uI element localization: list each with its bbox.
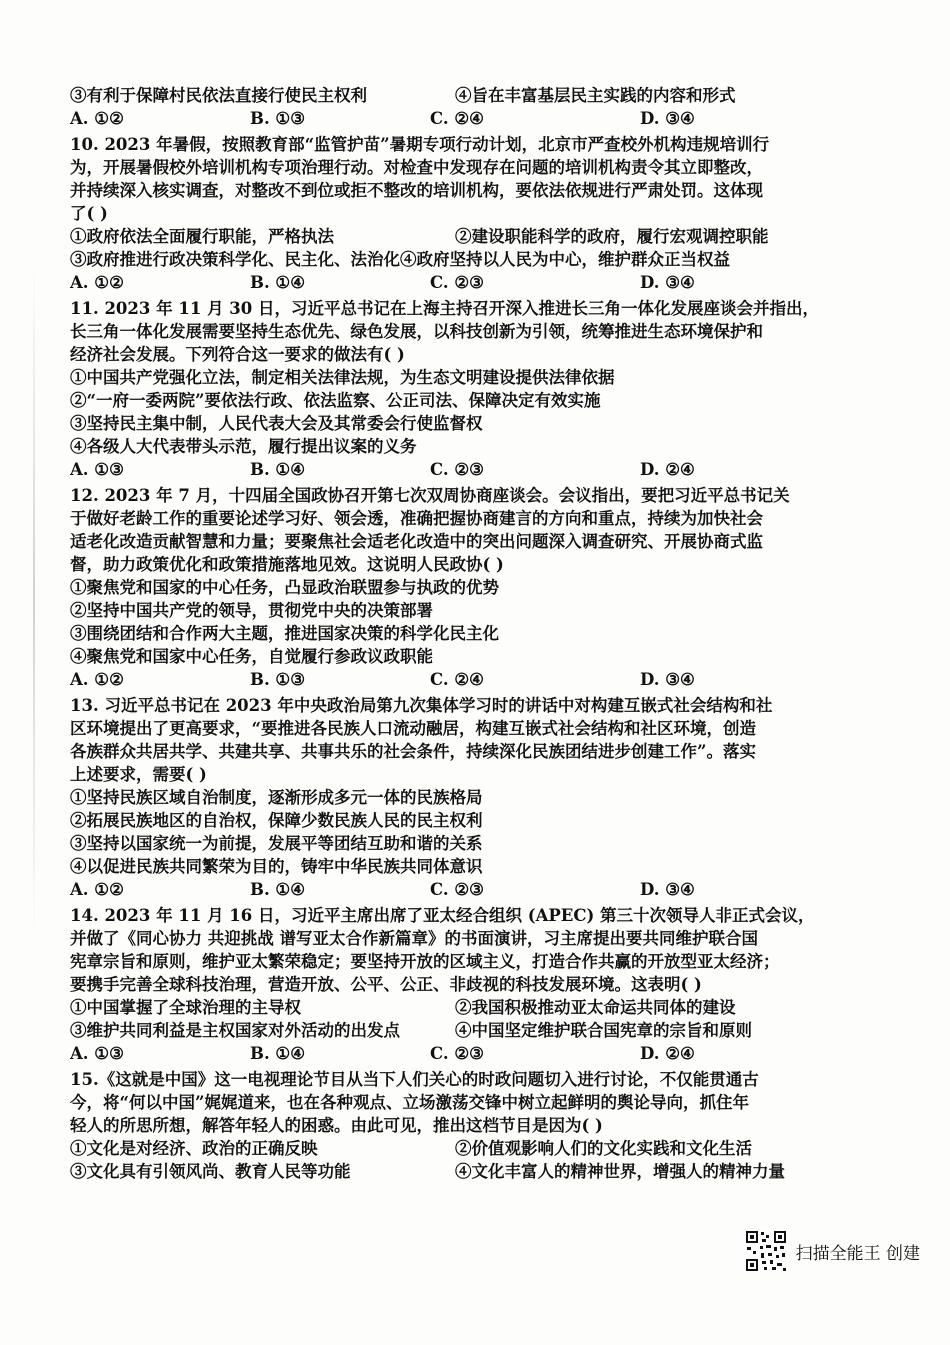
q10-option-2: ②建设职能科学的政府，履行宏观调控职能 xyxy=(455,227,769,246)
q9-choice-b: B. ①③ xyxy=(250,109,306,128)
q14-options-row xyxy=(70,996,870,1019)
question-block xyxy=(70,84,870,1183)
question-14 xyxy=(70,904,870,1066)
q15-options-row xyxy=(70,1137,870,1160)
q11-answer-choices xyxy=(70,458,870,482)
q13-stem-line: 上述要求，需要( ) xyxy=(70,765,207,784)
q14-option-3: ③维护共同利益是主权国家对外活动的出发点 xyxy=(70,1021,400,1040)
q14-stem-line: 14. 2023 年 11 月 16 日，习近平主席出席了亚太经合组织 (APEC) 第三十次领导人非正式会议， xyxy=(70,906,815,925)
q12-stem-line: 督，助力政策优化和政策措施落地见效。这说明人民政协( ) xyxy=(70,555,504,574)
q15-options-row xyxy=(70,1160,870,1183)
q15-stem-line: 轻人的所思所想，解答年轻人的困惑。由此可见，推出这档节目是因为( ) xyxy=(70,1116,603,1135)
scanner-label: 扫描全能王 创建 xyxy=(795,1243,920,1264)
q13-choice-b: B. ①④ xyxy=(250,880,306,899)
q12-choice-b: B. ①③ xyxy=(250,670,306,689)
q14-choice-c: C. ②③ xyxy=(430,1044,484,1063)
q12-stem-line: 于做好老龄工作的重要论述学习好、领会透，准确把握协商建言的方向和重点，持续为加快社会 xyxy=(70,509,763,528)
q12-choice-c: C. ②④ xyxy=(430,670,484,689)
q14-option-1: ①中国掌握了全球治理的主导权 xyxy=(70,998,301,1017)
q12-option-4: ④聚焦党和国家中心任务，自觉履行参政议政职能 xyxy=(70,647,433,666)
q12-option-3: ③围绕团结和合作两大主题，推进国家决策的科学化民主化 xyxy=(70,624,499,643)
q14-stem-line: 并做了《同心协力 共迎挑战 谱写亚太合作新篇章》的书面演讲，习主席提出要共同维护联合国 xyxy=(70,929,758,948)
q10-choice-d: D. ③④ xyxy=(640,273,695,292)
q13-option-1: ①坚持民族区域自治制度，逐渐形成多元一体的民族格局 xyxy=(70,788,483,807)
q11-option-3: ③坚持民主集中制，人民代表大会及其常委会行使监督权 xyxy=(70,414,483,433)
q9-option-4: ④旨在丰富基层民主实践的内容和形式 xyxy=(455,86,736,105)
q13-choice-c: C. ②③ xyxy=(430,880,484,899)
question-15 xyxy=(70,1068,870,1183)
q12-answer-choices xyxy=(70,668,870,692)
q13-option-3: ③坚持以国家统一为前提，发展平等团结互助和谐的关系 xyxy=(70,834,483,853)
q9-choice-d: D. ③④ xyxy=(640,109,695,128)
q11-stem-line: 11. 2023 年 11 月 30 日，习近平总书记在上海主持召开深入推进长三角一体化发展座谈会并指出， xyxy=(70,299,820,318)
q13-option-2: ②拓展民族地区的自治权，保障少数民族人民的民主权利 xyxy=(70,811,483,830)
q14-choice-d: D. ②④ xyxy=(640,1044,695,1063)
q15-option-4: ④文化丰富人的精神世界，增强人的精神力量 xyxy=(455,1162,785,1181)
q14-answer-choices xyxy=(70,1042,870,1066)
q13-stem-line: 区环境提出了更高要求，“要推进各民族人口流动融居，构建互嵌式社会结构和社区环境，创造 xyxy=(70,719,756,738)
q13-stem-line: 各族群众共居共学、共建共享、共事共乐的社会条件，持续深化民族团结进步创建工作”。落实 xyxy=(70,742,756,761)
q14-stem-line: 要携手完善全球科技治理，营造开放、公平、公正、非歧视的科技发展环境。这表明( ) xyxy=(70,975,702,994)
q11-choice-d: D. ②④ xyxy=(640,460,695,479)
q10-choice-b: B. ①④ xyxy=(250,273,306,292)
q14-choice-a: A. ①③ xyxy=(70,1044,124,1063)
q10-stem-line: 了( ) xyxy=(70,204,108,223)
q11-stem-line: 长三角一体化发展需要坚持生态优先、绿色发展，以科技创新为引领，统筹推进生态环境保护和 xyxy=(70,322,763,341)
q13-option-4: ④以促进民族共同繁荣为目的，铸牢中华民族共同体意识 xyxy=(70,857,483,876)
q10-stem-line: 10. 2023 年暑假，按照教育部“监管护苗”暑期专项行动计划，北京市严查校外机构违规培训行 xyxy=(70,135,770,154)
q12-option-2: ②坚持中国共产党的领导，贯彻党中央的决策部署 xyxy=(70,601,433,620)
q11-option-2: ②“一府一委两院”要依法行政、依法监察、公正司法、保障决定有效实施 xyxy=(70,391,601,410)
q14-options-row xyxy=(70,1019,870,1042)
q11-option-1: ①中国共产党强化立法，制定相关法律法规，为生态文明建设提供法律依据 xyxy=(70,368,615,387)
q10-answer-choices xyxy=(70,271,870,295)
q14-option-4: ④中国坚定维护联合国宪章的宗旨和原则 xyxy=(455,1021,752,1040)
q15-stem-line: 今，将“何以中国”娓娓道来，也在各种观点、立场激荡交锋中树立起鲜明的舆论导向，抓住年 xyxy=(70,1093,749,1112)
q10-stem-line: 为，开展暑假校外培训机构专项治理行动。对检查中发现存在问题的培训机构责令其立即整改， xyxy=(70,158,763,177)
q15-option-2: ②价值观影响人们的文化实践和文化生活 xyxy=(455,1139,752,1158)
q13-choice-a: A. ①② xyxy=(70,880,124,899)
q14-choice-b: B. ①④ xyxy=(250,1044,306,1063)
q13-stem-line: 13. 习近平总书记在 2023 年中央政治局第九次集体学习时的讲话中对构建互嵌式社会结构和社 xyxy=(70,696,773,715)
q9-answer-choices xyxy=(70,107,870,131)
q11-option-4: ④各级人大代表带头示范，履行提出议案的义务 xyxy=(70,437,417,456)
q12-choice-a: A. ①② xyxy=(70,670,124,689)
q15-stem-line: 15.《这就是中国》这一电视理论节目从当下人们关心的时政问题切入进行讨论，不仅能贯通古 xyxy=(70,1070,759,1089)
q14-stem-line: 宪章宗旨和原则，维护亚太繁荣稳定；要坚持开放的区域主义，打造合作共赢的开放型亚太经济； xyxy=(70,952,780,971)
q10-choice-c: C. ②③ xyxy=(430,273,484,292)
q11-choice-b: B. ①④ xyxy=(250,460,306,479)
question-13 xyxy=(70,694,870,902)
q9-choice-c: C. ②④ xyxy=(430,109,484,128)
q10-choice-a: A. ①② xyxy=(70,273,124,292)
q15-option-1: ①文化是对经济、政治的正确反映 xyxy=(70,1139,318,1158)
q11-choice-c: C. ②③ xyxy=(430,460,484,479)
q9-options-row xyxy=(70,84,870,107)
q9-option-3: ③有利于保障村民依法直接行使民主权利 xyxy=(70,86,367,105)
q10-options-row xyxy=(70,225,870,248)
q9-choice-a: A. ①② xyxy=(70,109,124,128)
q12-stem-line: 适老化改造贡献智慧和力量；要聚焦社会适老化改造中的突出问题深入调查研究、开展协商式监 xyxy=(70,532,763,551)
question-11 xyxy=(70,297,870,482)
q11-choice-a: A. ①③ xyxy=(70,460,124,479)
q11-stem-line: 经济社会发展。下列符合这一要求的做法有( ) xyxy=(70,345,405,364)
q12-stem-line: 12. 2023 年 7 月，十四届全国政协召开第七次双周协商座谈会。会议指出，要把习近平总书记关 xyxy=(70,486,790,505)
q13-choice-d: D. ③④ xyxy=(640,880,695,899)
q10-option-3-4: ③政府推进行政决策科学化、民主化、法治化④政府坚持以人民为中心，维护群众正当权益 xyxy=(70,250,730,269)
q12-option-1: ①聚焦党和国家的中心任务，凸显政治联盟参与执政的优势 xyxy=(70,578,499,597)
q12-choice-d: D. ③④ xyxy=(640,670,695,689)
q10-stem-line: 并持续深入核实调查，对整改不到位或拒不整改的培训机构，要依法依规进行严肃处罚。这体现 xyxy=(70,181,763,200)
scanner-watermark xyxy=(744,1229,920,1273)
q14-option-2: ②我国积极推动亚太命运共同体的建设 xyxy=(455,998,736,1017)
question-10 xyxy=(70,133,870,295)
q15-option-3: ③文化具有引领风尚、教育人民等功能 xyxy=(70,1162,351,1181)
q10-option-1: ①政府依法全面履行职能，严格执法 xyxy=(70,227,334,246)
q13-answer-choices xyxy=(70,878,870,902)
qr-code-icon xyxy=(744,1229,788,1273)
question-12 xyxy=(70,484,870,692)
scan-shadow xyxy=(33,260,35,940)
